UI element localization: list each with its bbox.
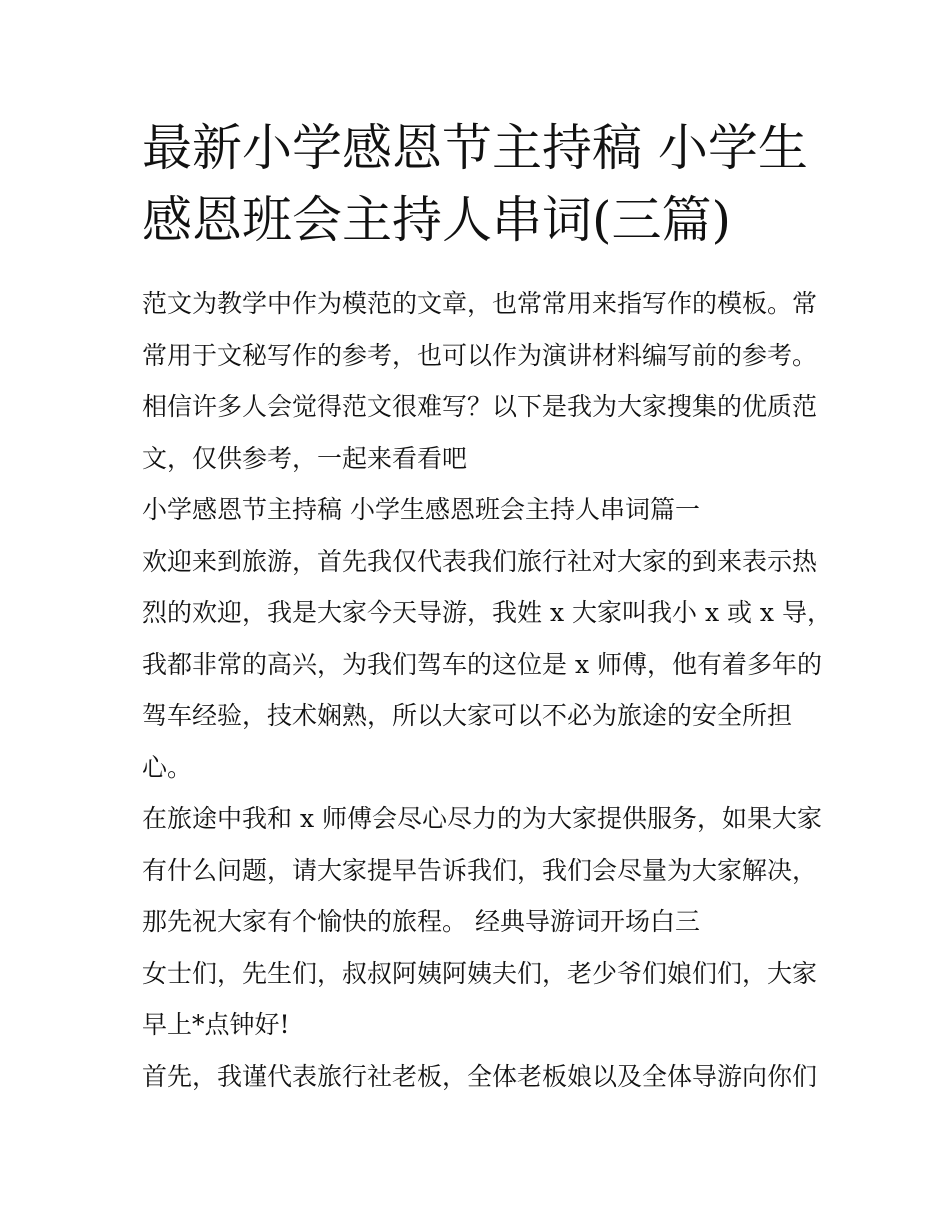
title-line: 感恩班会主持人串词(三篇) [142,191,732,249]
section-heading: 小学感恩节主持稿 小学生感恩班会主持人串词篇一 [142,495,700,524]
body-line: 欢迎来到旅游，首先我仅代表我们旅行社对大家的到来表示热 [142,546,818,576]
body-line: 范文为教学中作为模范的文章，也常常用来指写作的模板。常 [142,289,818,318]
body-line: 相信许多人会觉得范文很难写？以下是我为大家搜集的优质范 [142,392,818,421]
body-line: 我都非常的高兴，为我们驾车的这位是 x 师傅，他有着多年的 [142,649,822,679]
body-line: 首先，我谨代表旅行社老板，全体老板娘以及全体导游向你们 [142,1061,818,1091]
body-line: 心。 [142,752,193,782]
body-line: 文，仅供参考，一起来看看吧 [142,443,468,473]
body-line: 那先祝大家有个愉快的旅程。 经典导游词开场白三 [142,907,700,936]
body-line: 有什么问题，请大家提早告诉我们，我们会尽量为大家解决， [142,855,818,885]
body-line: 早上*点钟好! [142,1010,290,1039]
body-line: 驾车经验，技术娴熟，所以大家可以不必为旅途的安全所担 [142,701,793,730]
body-line: 常用于文秘写作的参考，也可以作为演讲材料编写前的参考。 [142,340,818,370]
document-body [142,278,832,1102]
document-title [142,112,822,256]
body-line: 女士们，先生们，叔叔阿姨阿姨夫们，老少爷们娘们们，大家 [142,958,818,988]
body-line: 烈的欢迎，我是大家今天导游，我姓 x 大家叫我小 x 或 x 导， [142,598,832,627]
title-line: 最新小学感恩节主持稿 小学生 [142,119,808,177]
body-line: 在旅途中我和 x 师傅会尽心尽力的为大家提供服务，如果大家 [142,804,822,833]
